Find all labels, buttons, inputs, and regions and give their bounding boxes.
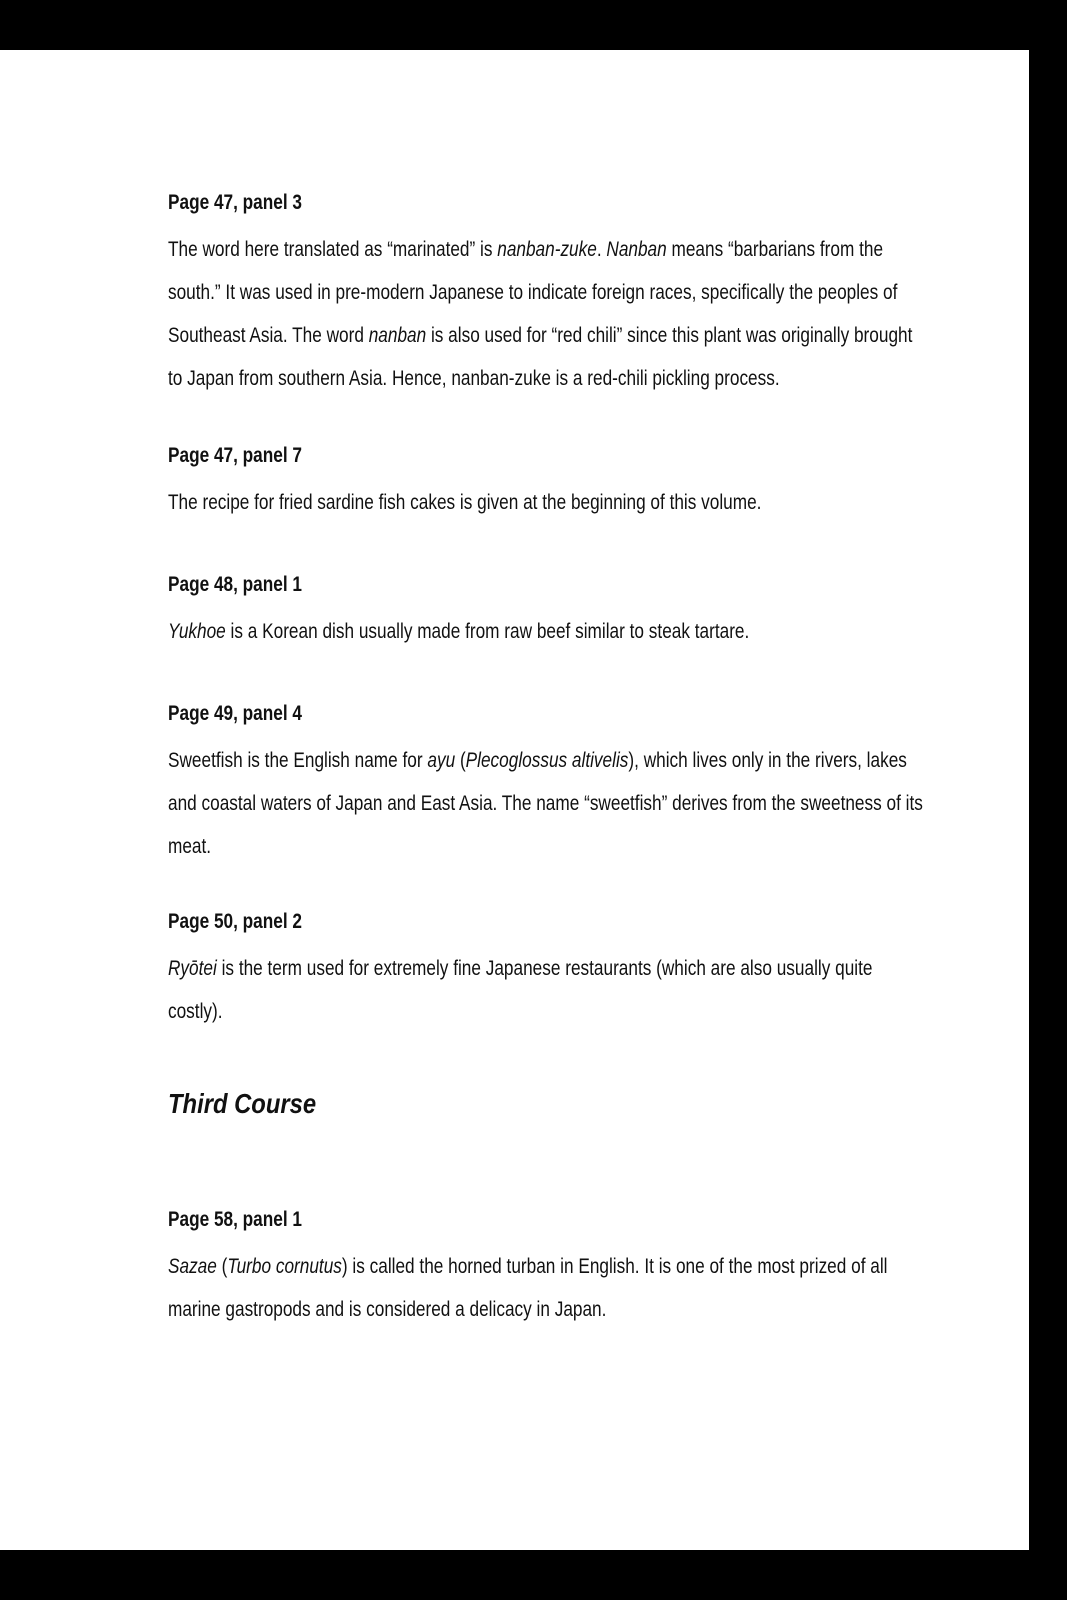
- section-title: Third Course: [168, 1088, 317, 1119]
- italic-term: Plecoglossus altivelis: [465, 749, 629, 772]
- note-text-run: means “barbarians from the south.” It was used in pre-modern Japanese to indicate foreign races, specifically the peoples of Southeast Asia. The word: [168, 238, 898, 347]
- note-entry: [168, 909, 988, 1033]
- note-text-run: ) is called the horned turban in English. It is one of the most prized of all marine gastropods and is considered a delicacy in Japan.: [168, 1255, 888, 1321]
- italic-term: Ryōtei: [168, 957, 217, 980]
- note-entry: [168, 572, 988, 653]
- italic-term: nanban: [368, 324, 427, 347]
- note-text-run: (: [216, 1255, 228, 1278]
- note-heading: Page 47, panel 7: [168, 444, 303, 467]
- italic-term: Nanban: [606, 238, 667, 261]
- note-entry: [168, 190, 988, 400]
- note-heading: Page 47, panel 3: [168, 191, 303, 214]
- note-body: [168, 1245, 931, 1331]
- note-body: [168, 610, 931, 653]
- italic-term: Yukhoe: [168, 620, 226, 643]
- note-entry: [168, 701, 988, 868]
- note-text-run: (: [455, 749, 466, 772]
- note-text-run: is a Korean dish usually made from raw beef similar to steak tartare.: [225, 620, 750, 643]
- italic-term: nanban-zuke: [497, 238, 597, 261]
- note-text-run: ), which lives only in the rivers, lakes and coastal waters of Japan and East Asia. The name “sweetfish” derives from the sweetness of its meat.: [168, 749, 923, 858]
- note-heading: Page 48, panel 1: [168, 573, 303, 596]
- italic-term: Turbo cornutus: [227, 1255, 342, 1278]
- note-heading: Page 49, panel 4: [168, 702, 303, 725]
- note-body: [168, 739, 931, 868]
- note-text-run: The recipe for fried sardine fish cakes is given at the beginning of this volume.: [168, 491, 762, 514]
- note-heading: Page 58, panel 1: [168, 1208, 303, 1231]
- document-page: [0, 50, 1029, 1550]
- italic-term: Sazae: [168, 1255, 217, 1278]
- note-text-run: .: [596, 238, 607, 261]
- note-body: [168, 947, 931, 1033]
- note-entry: [168, 443, 988, 524]
- note-body: [168, 228, 931, 400]
- note-entry: [168, 1207, 988, 1331]
- note-body: [168, 481, 931, 524]
- note-heading: Page 50, panel 2: [168, 910, 303, 933]
- note-text-run: is the term used for extremely fine Japanese restaurants (which are also usually quite costly).: [168, 957, 873, 1023]
- italic-term: ayu: [427, 749, 456, 772]
- note-text-run: Sweetfish is the English name for: [168, 749, 428, 772]
- note-text-run: The word here translated as “marinated” is: [168, 238, 498, 261]
- note-text-run: is also used for “red chili” since this plant was originally brought to Japan from southern Asia. Hence, nanban-zuke is a red-chili pickling process.: [168, 324, 913, 390]
